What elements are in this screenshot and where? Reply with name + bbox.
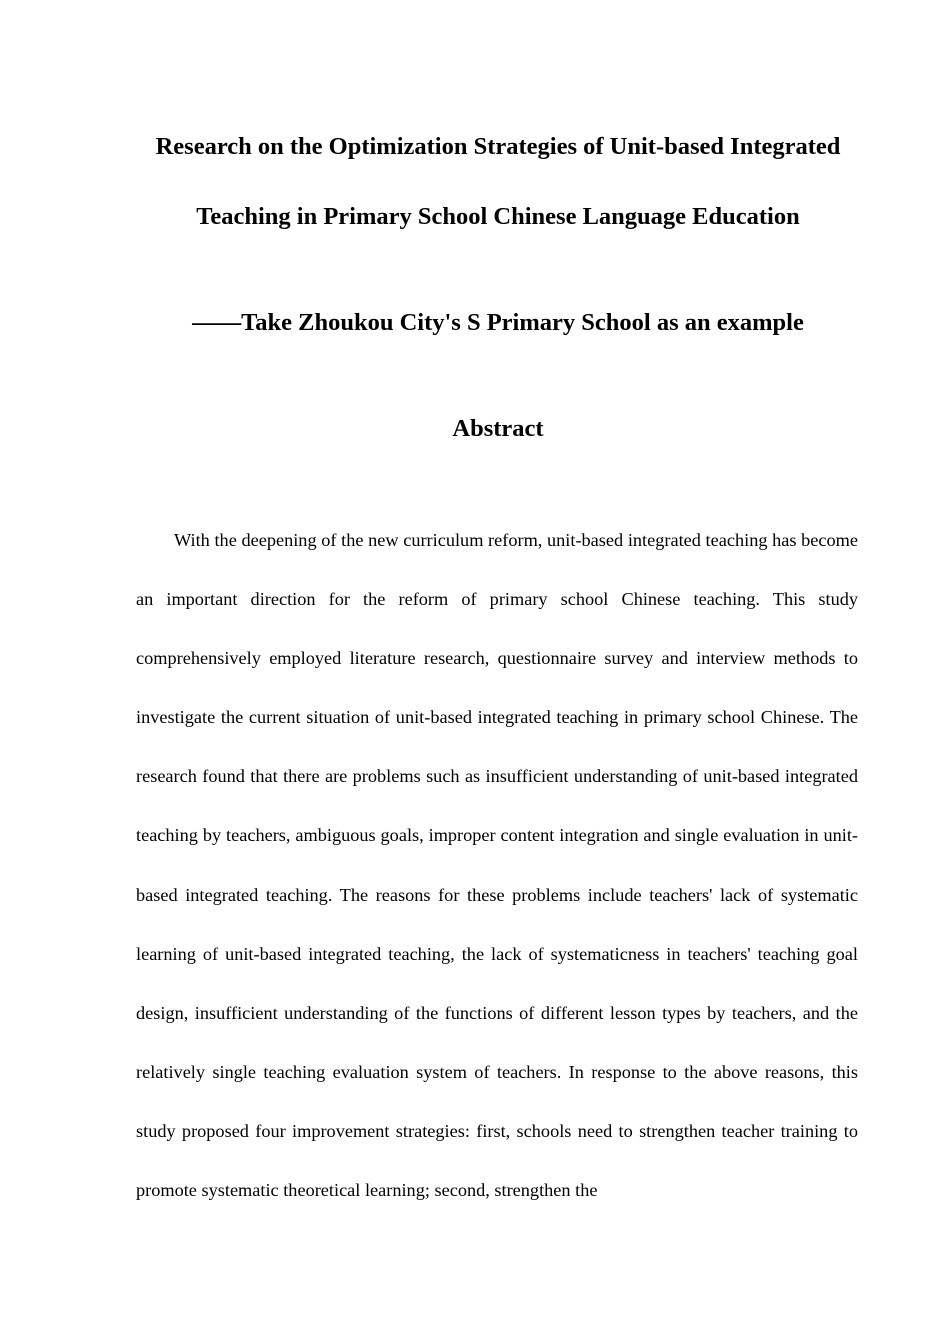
abstract-heading: Abstract	[452, 415, 544, 442]
subtitle: ——Take Zhoukou City's S Primary School as an example	[192, 309, 804, 336]
title-line-1: Research on the Optimization Strategies of Unit-based Integrated	[155, 133, 841, 160]
abstract-body: With the deepening of the new curriculum reform, unit-based integrated teaching has become an important direction for the reform of primary school Chinese teaching. This study comprehensively employed literature research, questionnaire survey and interview methods to investigate the current situation of unit-based integrated teaching in primary school Chinese. The research found that there are problems such as insufficient understanding of unit-based integrated teaching by teachers, ambiguous goals, improper content integration and single evaluation in unit-based integrated teaching. The reasons for these problems include teachers' lack of systematic learning of unit-based integrated teaching, the lack of systematicness in teachers' teaching goal design, insufficient understanding of the functions of different lesson types by teachers, and the relatively single teaching evaluation system of teachers. In response to the above reasons, this study proposed four improvement strategies: first, schools need to strengthen teacher training to promote systematic theoretical learning; second, strengthen the	[136, 530, 858, 1201]
title-line-2: Teaching in Primary School Chinese Language Education	[196, 203, 800, 230]
